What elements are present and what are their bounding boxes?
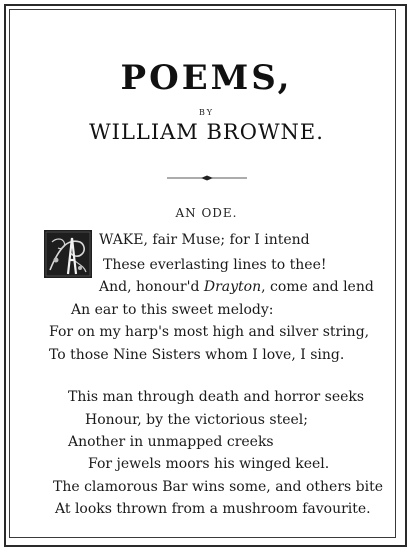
stanza1-line3-post: , come and lend (261, 279, 374, 295)
stanza1-line3 (99, 279, 374, 295)
stanza2-line1: This man through death and horror seeks (68, 389, 365, 405)
stanza1-line5: For on my harp's most high and silver string, (49, 324, 370, 340)
book-title: POEMS, (120, 58, 293, 98)
stanza1-line2: These everlasting lines to thee! (103, 257, 327, 273)
ornamental-divider (167, 175, 247, 181)
stanza2-line5: The clamorous Bar wins some, and others bite (53, 479, 384, 495)
poet-name-drayton: Drayton (203, 279, 262, 295)
byline: BY (198, 108, 215, 117)
decorated-initial-a (44, 230, 92, 278)
stanza1-line6: To those Nine Sisters whom I love, I sing. (49, 347, 345, 363)
author-name: WILLIAM BROWNE. (89, 120, 324, 144)
ode-heading: AN ODE. (175, 206, 238, 220)
stanza1-line4: An ear to this sweet melody: (71, 302, 274, 318)
stanza2-line2: Honour, by the victorious steel; (85, 412, 308, 428)
stanza1-line1: WAKE, fair Muse; for I intend (99, 232, 310, 248)
stanza1-line3-pre: And, honour'd (99, 279, 204, 295)
stanza2-line4: For jewels moors his winged keel. (88, 456, 330, 472)
stanza2-line3: Another in unmapped creeks (68, 434, 274, 450)
stanza2-line6: At looks thrown from a mushroom favourite. (55, 501, 371, 517)
